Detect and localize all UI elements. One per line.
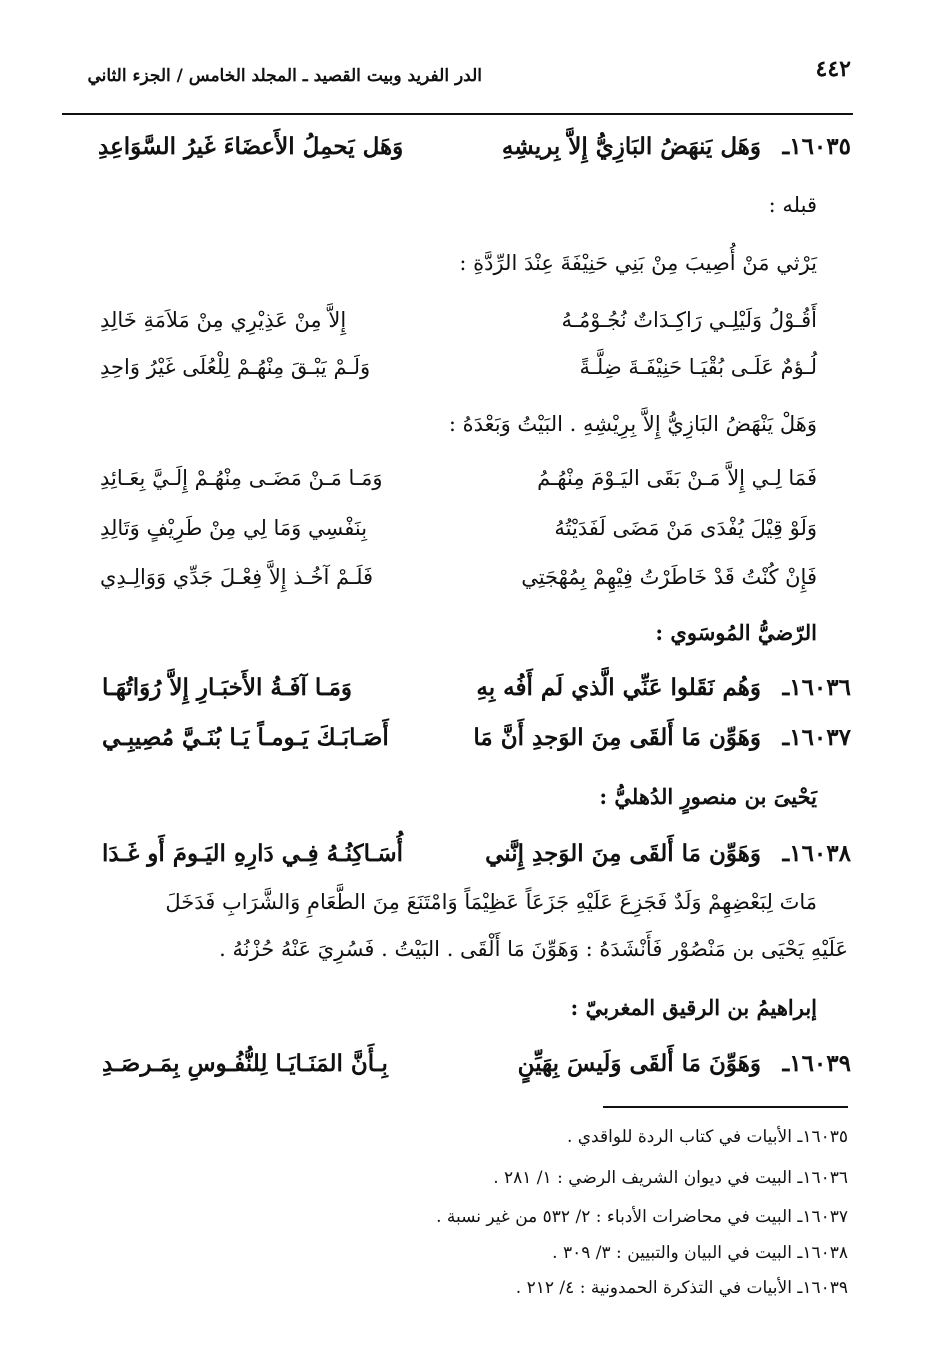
verse-hemistich-second: بِـأَنَّ المَنَـايَـا لِلنُّفُـوسِ بِمَـرصَـدِ [102,1050,388,1077]
verse-hemistich-second: وَهَل يَحمِلُ الأَعضَاءَ غَيرُ السَّوَاعِدِ [98,133,404,160]
poet-label: الرّضيُّ المُوسَوي : [655,620,817,645]
poem-line-second: وَلَـمْ يَبْـقَ مِنْهُـمْ لِلْعُلَى غَيْرُ وَاحِدِ [100,355,371,379]
poem-line-second: بِنَفْسِي وَمَا لِي مِنْ طَرِيْفٍ وَتَالِدِ [100,516,368,540]
verse-number: ١٦٠٣٦ـ [782,674,851,701]
verse-number: ١٦٠٣٩ـ [782,1050,851,1077]
verse-hemistich-first: وَهَوِّن مَا أَلقَى مِنَ الوَجدِ إِنَّني [485,840,761,867]
poem-line-first: لُـؤمٌ عَلَـى بُقْيَـا حَنِيْفَـةَ ضِلَّـةً [579,355,817,379]
footnote: ١٦٠٣٩ـ الأبيات في التذكرة الحمدونية : ٤/ ٢١٢ . [515,1278,848,1298]
intro-line: يَرْثي مَنْ أُصِيبَ مِنْ بَنِي حَنِيْفَةَ عِنْدَ الرِّدَّةِ : [459,251,817,275]
intro-line: وَهَلْ يَنْهَضُ البَازِيُّ إِلاَّ بِرِيْشِهِ . البَيْتُ وَبَعْدَهُ : [448,412,817,436]
poem-line-second: وَمَـا مَـنْ مَضَـى مِنْهُـمْ إِلَـيَّ بِعَـائِدِ [100,466,383,490]
poem-line-first: أَقُـوْلُ وَلَيْلِـي رَاكِـدَاتٌ نُجُـوْمُـهُ [561,308,817,332]
prose-line: عَلَيْهِ يَحْيَى بن مَنْصُوْر فَأَنْشَدَهُ : وَهَوِّنَ مَا أَلْقَى . البَيْتُ . فَسُرِيَ عَنْهُ حُزْنُهُ . [219,937,848,961]
poem-line-first: فَمَا لِـي إِلاَّ مَـنْ بَقَى اليَـوْمَ مِنْهُـمُ [537,466,817,490]
poem-line-first: فَإِنْ كُنْتُ قَدْ خَاطَرْتُ فِيْهِمْ بِمُهْجَتِي [521,565,817,589]
footnote: ١٦٠٣٨ـ البيت في البيان والتبيين : ٣/ ٣٠٩ . [552,1243,848,1263]
footnote: ١٦٠٣٧ـ البيت في محاضرات الأدباء : ٢/ ٥٣٢ من غير نسبة . [436,1207,848,1227]
poet-label: إبراهيمُ بن الرقيق المغربيّ : [570,995,817,1020]
poem-line-second: فَلَـمْ آخُـذ إِلاَّ فِعْـلَ جَدِّي وَوَالِـدِي [100,565,374,589]
header-rule [62,113,853,115]
footnote: ١٦٠٣٦ـ البيت في ديوان الشريف الرضي : ١/ ٢٨١ . [493,1168,848,1188]
poet-label: يَحْيىَ بن منصورٍ الدُهليُّ : [599,784,817,809]
poem-line-first: وَلَوْ قِيْلَ يُفْدَى مَنْ مَضَى لَفَدَيْتُهُ [554,516,817,540]
verse-hemistich-first: وَهُم نَقَلوا عَنِّي الَّذي لَم أَفُه بِهِ [476,674,761,701]
verse-hemistich-second: أَصَـابَـكَ يَـومـاً يَـا بُنَـيَّ مُصِيبِـي [102,724,389,751]
prose-line: مَاتَ لِبَعْضِهِمْ وَلَدٌ فَجَزِعَ عَلَيْهِ جَزَعَاً عَظِيْمَاً وَامْتَنَعَ مِنَ الطَّعَامِ وَالشَّرَابِ فَدَخَلَ [165,890,817,914]
verse-hemistich-second: وَمَـا آفَـةُ الأَخبَـارِ إِلاَّ رُوَاتُهَـا [102,674,353,701]
verse-hemistich-first: وَهَل يَنهَضُ البَازِيُّ إِلاَّ بِريشِهِ [501,133,761,160]
verse-number: ١٦٠٣٨ـ [782,840,851,867]
verse-hemistich-first: وَهَوِّنَ مَا أَلقَى وَلَيسَ بِهَيِّنٍ [517,1050,761,1077]
poem-line-second: إِلاَّ مِنْ عَذِيْرِي مِنْ مَلاَمَةِ خَالِدِ [100,308,347,332]
footnote: ١٦٠٣٥ـ الأبيات في كتاب الردة للواقدي . [566,1127,848,1147]
label-qablahu: قبله : [768,193,817,217]
verse-number: ١٦٠٣٥ـ [782,133,851,160]
footnote-rule [603,1106,848,1108]
verse-hemistich-second: أُسَـاكِنُـهُ فِـي دَارِهِ اليَـومَ أَو غَـدَا [102,840,404,867]
running-header: الدر الفريد وبيت القصيد ـ المجلد الخامس / الجزء الثاني [87,66,482,86]
verse-number: ١٦٠٣٧ـ [782,724,851,751]
page-number: ٤٤٢ [815,56,851,82]
verse-hemistich-first: وَهَوِّن مَا أَلقَى مِنَ الوَجدِ أَنَّ مَا [473,724,761,751]
